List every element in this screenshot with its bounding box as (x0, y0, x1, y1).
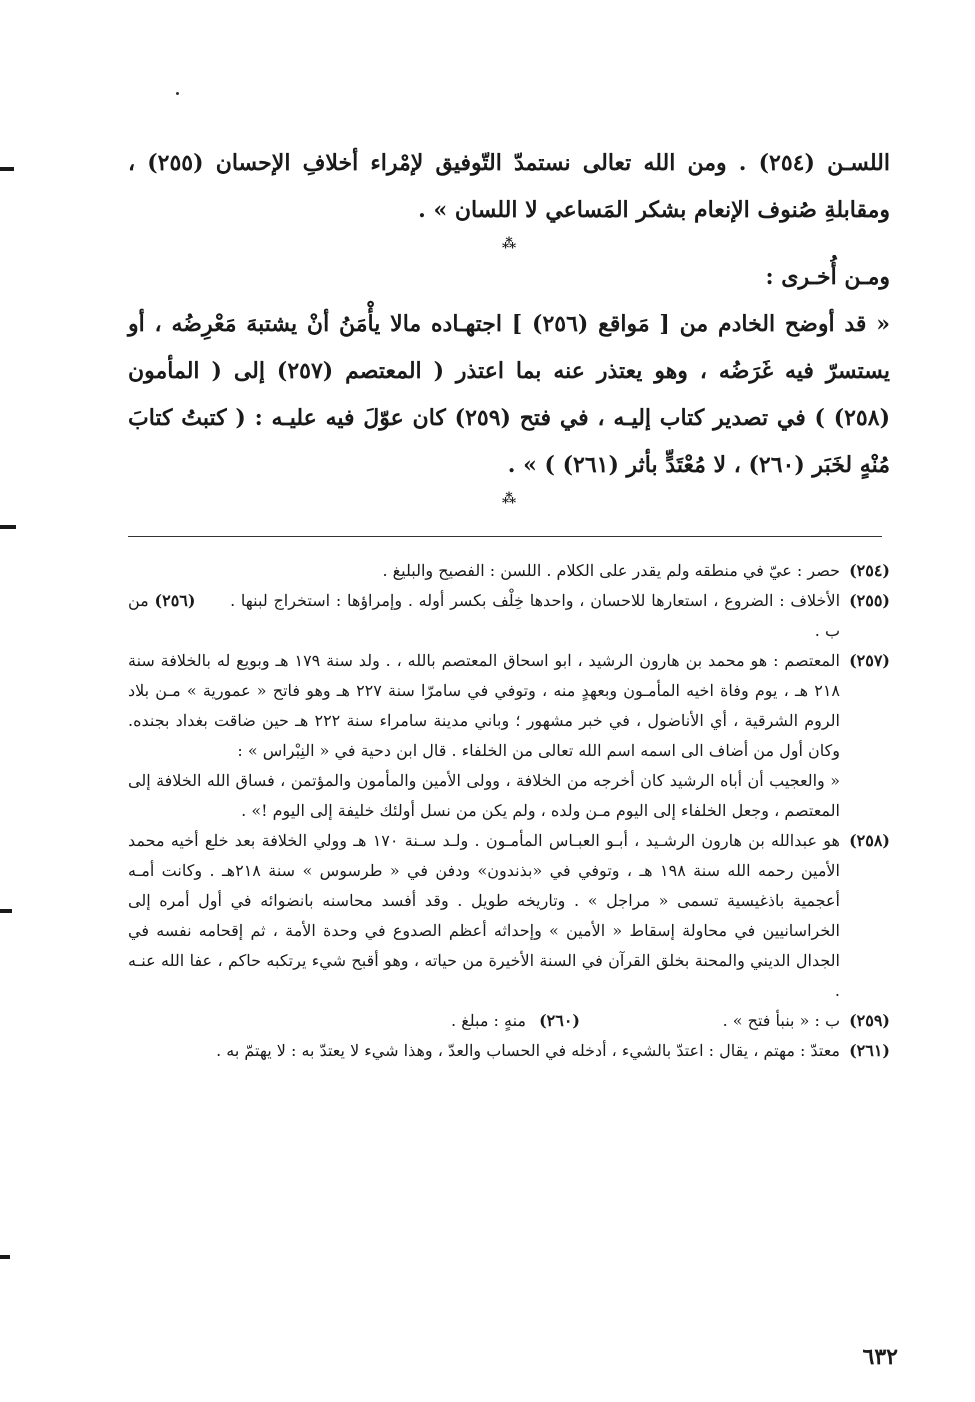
speck (176, 92, 179, 95)
footnote-text: معتدّ : مهتم ، يقال : اعتدّ بالشيء ، أدخله في الحساب والعدّ ، وهذا شيء لا يعتدّ به : لا يهتمّ به . (216, 1041, 840, 1060)
main-text (128, 140, 890, 509)
footnote-number: (٢٦١) (849, 1041, 890, 1060)
footnote-number: (٢٥٦) (154, 591, 196, 610)
footnote-255 (128, 586, 890, 646)
paragraph-1: اللسـن (٢٥٤) . ومن الله تعالى نستمدّ التّوفيق لإمْراء أخلافِ الإحسان (٢٥٥) ، ومقابلةِ صُنوف الإنعام بشكر المَساعي لا اللسان » . (128, 150, 890, 223)
footnote-text: حصر : عيّ في منطقه ولم يقدر على الكلام . اللسن : الفصيح والبليغ . (382, 561, 840, 580)
asterism: ⁂ (501, 236, 517, 252)
footnote-text: ب : « بنبأ فتح » . (722, 1011, 840, 1030)
footnote-259-260 (128, 1006, 890, 1036)
margin-mark (0, 167, 14, 171)
footnote-number: (٢٦٠) (539, 1011, 580, 1030)
footnote-254 (128, 556, 890, 586)
margin-mark (0, 909, 12, 913)
footnote-number: (٢٥٨) (849, 831, 890, 850)
footnotes (128, 556, 890, 1066)
page-number: ٦٣٢ (862, 1344, 898, 1370)
footnote-258 (128, 826, 890, 1006)
margin-mark (0, 1255, 10, 1259)
footnote-261 (128, 1036, 890, 1066)
footnote-number: (٢٥٧) (849, 651, 890, 670)
footnote-text: الأخلاف : الضروع ، استعارها للاحسان ، واحدها خِلْف بكسر أوله . وإمراؤها : استخراج لبنها . (230, 591, 841, 610)
section-heading: ومـن أُخـرى : (765, 264, 890, 290)
footnote-number: (٢٥٥) (849, 591, 890, 610)
footnote-text: منهٍ : مبلغ . (451, 1011, 526, 1030)
footnote-separator (128, 536, 882, 537)
footnote-text: المعتصم : هو محمد بن هارون الرشيد ، ابو اسحاق المعتصم بالله ، . ولد سنة ١٧٩ هـ وبويع له بالخلافة سنة ٢١٨ هـ ، يوم وفاة اخيه المأمـون وبعهدٍ منه ، وتوفي في سامرّا سنة ٢٢٧ هـ وهو فاتح « عمورية » مـن بلاد الروم الشرقية ، أي الأناضول ، في خبر مشهور ؛ وباني مدينة سامراء سنة ٢٢٢ هـ حين ضاقت بغداد بجنده. وكان أول من أضاف الى اسمه اسم الله تعالى من الخلفاء . قال ابن دحية في « النِبْراس » : (128, 651, 841, 760)
footnote-257 (128, 646, 890, 826)
footnote-text: هو عبدالله بن هارون الرشـيد ، أبـو العبـاس المأمـون . ولـد سـنة ١٧٠ هـ وولي الخلافة بعد خلع أخيه محمد الأمين رحمه الله سنة ١٩٨ هـ ، وتوفي في «بذندون» ودفن في « طرسوس » سنة ٢١٨هـ . وكانت أمـه أعجمية باذغيسية تسمى « مراجل » . وتاريخه طويل . وقد أفسد محاسنه بانضوائه في أول أمره إلى الخراسانيين في محاولة إسقاط « الأمين » وإحداثه أعظم الصدوع في وحدة الأمة ، ثم إقحامه نفسه في الجدال الديني والمحنة بخلق القرآن في السنة الأخيرة من حياته ، وهو أقبح شيء يرتكبه حاكم ، عفا الله عنـه . (128, 831, 841, 1000)
margin-mark (0, 525, 16, 529)
footnote-quote: « والعجيب أن أباه الرشيد كان أخرجه من الخلافة ، وولى الأمين والمأمون والمؤتمن ، فساق الله الخلافة إلى المعتصم ، وجعل الخلفاء إلى اليوم مـن ولده ، ولم يكن من نسل أولئك خليفة إلى اليوم !» . (128, 771, 840, 820)
footnote-number: (٢٥٤) (849, 561, 890, 580)
asterism: ⁂ (501, 491, 517, 507)
footnote-number: (٢٥٩) (849, 1011, 890, 1030)
footnote-text: من ب . (128, 591, 840, 640)
paragraph-2: « قد أوضح الخادم من [ مَواقع (٢٥٦) ] اجتهـاده مالا يأْمَنُ أنْ يشتبهَ مَعْرِضُه ، أو يستسرّ فيه غَرَضُه ، وهو يعتذر عنه بما اعتذر ( المعتصم (٢٥٧) إلى ( المأمون (٢٥٨) ) في تصدير كتاب إليـه ، في فتح (٢٥٩) كان عوّلَ فيه عليـه : ( كتبتُ كتابَ مُنْهٍ لخَبَر (٢٦٠) ، لا مُعْتَدٍّ بأثر (٢٦١) ) » . (128, 311, 890, 478)
